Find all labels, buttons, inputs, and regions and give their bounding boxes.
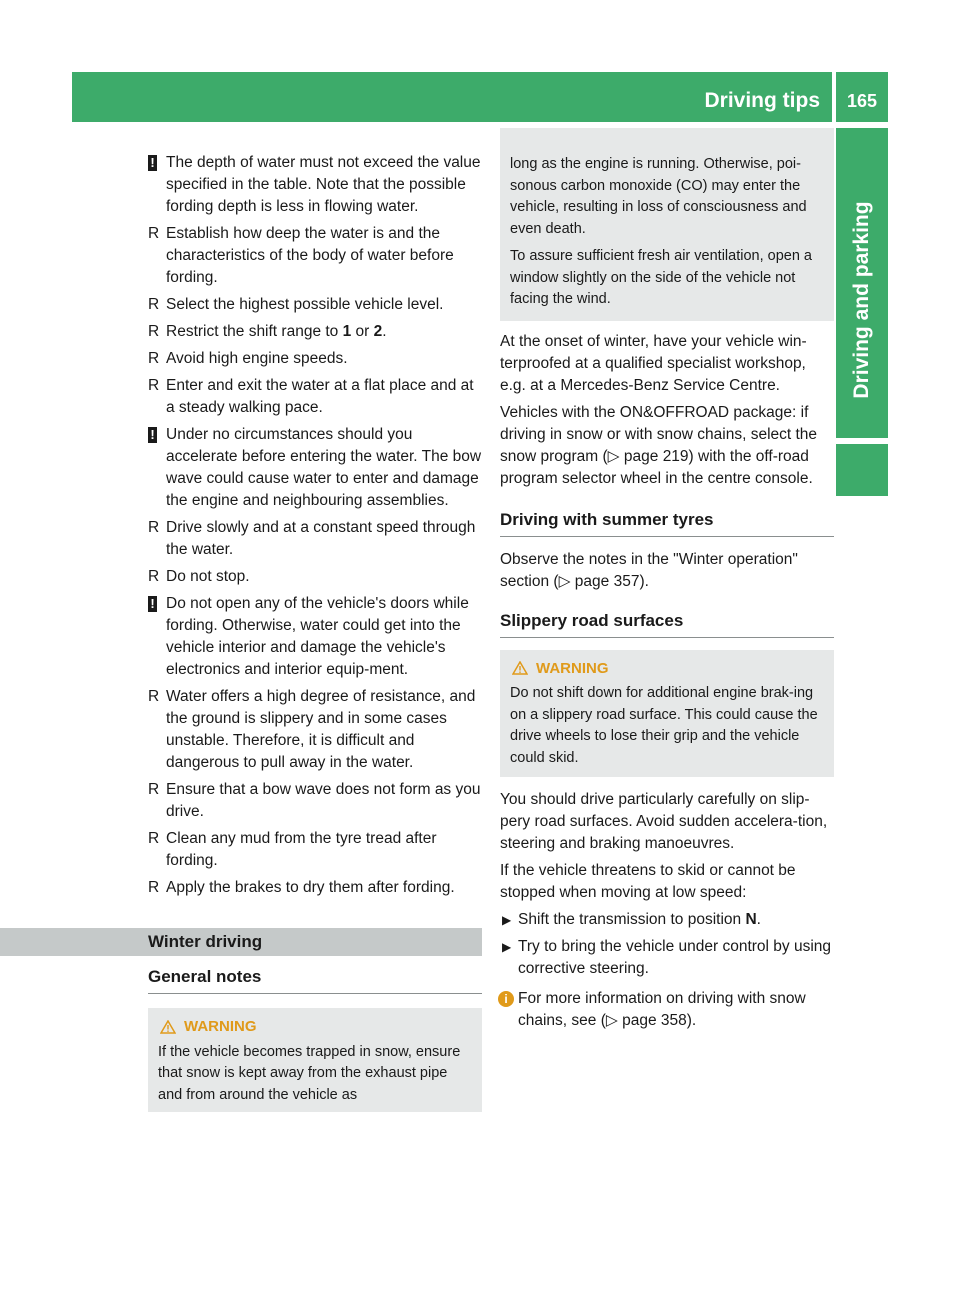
warning-text: To assure sufficient fresh air ventilation, open a window slightly on the side of the vehicle not facing the wind. <box>510 248 812 307</box>
section-heading: Slippery road surfaces <box>500 610 834 638</box>
list-item: R Enter and exit the water at a flat place and at a steady walking pace. <box>148 377 474 416</box>
paragraph: You should drive particularly carefully on slip-pery road surfaces. Avoid sudden accelera-tion, steering and braking manoeuvres. <box>500 791 828 852</box>
paragraph: At the onset of winter, have your vehicle win-terproofed at a qualified specialist workshop, e.g. at a Mercedes-Benz Service Centre. <box>500 332 807 394</box>
arrow-icon: ▶ <box>502 940 512 954</box>
warning-box-continued <box>500 128 834 321</box>
paragraph: If the vehicle threatens to skid or cannot be stopped when moving at low speed: <box>500 862 796 901</box>
info-note: i For more information on driving with snow chains, see (▷ page 358). <box>500 988 834 1032</box>
warning-text: long as the engine is running. Otherwise, poi-sonous carbon monoxide (CO) may enter the vehicle, resulting in loss of consciousness and even death. <box>510 156 807 237</box>
section-heading: Driving with summer tyres <box>500 509 834 537</box>
page-number: 165 <box>846 91 878 111</box>
warning-text: If the vehicle becomes trapped in snow, ensure that snow is kept away from the exhaust pipe and from around the vehicle as <box>158 1043 461 1103</box>
caution-note: ! Do not open any of the vehicle's doors while fording. Otherwise, water could get into the vehicle interior and damage the vehicle's electronics and interior equip-ment. <box>148 593 482 681</box>
list-item: R Select the highest possible vehicle level. <box>148 296 444 313</box>
section-title: Winter driving <box>0 928 482 956</box>
warning-triangle-icon <box>160 1020 176 1034</box>
warning-box <box>148 1008 482 1112</box>
list-item: R Apply the brakes to dry them after fording. <box>148 879 455 896</box>
caution-note: ! The depth of water must not exceed the value specified in the table. Note that the possible fording depth is less in flowing water. <box>148 152 482 218</box>
paragraph: Observe the notes in the "Winter operation" section (▷ page 357). <box>500 550 798 590</box>
warning-title: WARNING <box>510 658 824 680</box>
step-item: ▶ Try to bring the vehicle under control by using corrective steering. <box>502 938 832 977</box>
list-item: R Ensure that a bow wave does not form as you drive. <box>148 781 481 820</box>
warning-text: Do not shift down for additional engine brak-ing on a slippery road surface. This could cause the drive wheels to lose their grip and the vehicle could skid. <box>510 685 818 766</box>
exclamation-icon: ! <box>148 596 157 612</box>
paragraph: Vehicles with the ON&OFFROAD package: if driving in snow or with snow chains, select the snow program (▷ page 219) with the off-road program selector wheel in the centre console. <box>500 403 818 487</box>
list-item: R Drive slowly and at a constant speed through the water. <box>148 519 476 558</box>
info-icon: i <box>498 991 514 1007</box>
warning-triangle-icon <box>512 661 528 675</box>
left-column <box>148 152 482 1112</box>
subsection-title: General notes <box>148 966 482 994</box>
side-tab-marker <box>836 444 888 496</box>
right-column <box>500 128 834 1037</box>
warning-title: WARNING <box>158 1016 472 1038</box>
list-item: R Avoid high engine speeds. <box>148 350 348 367</box>
list-item: R Do not stop. <box>148 568 250 585</box>
step-item: ▶ Shift the transmission to position N. <box>500 909 834 931</box>
warning-box <box>500 650 834 778</box>
side-tab-label: Driving and parking <box>850 201 873 399</box>
page-header-title: Driving tips <box>704 89 820 112</box>
list-item: R Water offers a high degree of resistance, and the ground is slippery and in some cases unstable. Therefore, it is difficult and dangerous to pull away in the water. <box>148 688 476 771</box>
exclamation-icon: ! <box>148 427 157 443</box>
list-item: R Restrict the shift range to 1 or 2. <box>148 323 387 340</box>
list-item: R Clean any mud from the tyre tread after fording. <box>148 830 437 869</box>
arrow-icon: ▶ <box>502 913 512 927</box>
caution-note: ! Under no circumstances should you accelerate before entering the water. The bow wave could cause water to enter and damage the engine and neighbouring assemblies. <box>148 424 482 512</box>
exclamation-icon: ! <box>148 155 157 171</box>
list-item: R Establish how deep the water is and the characteristics of the body of water before fording. <box>148 225 454 286</box>
